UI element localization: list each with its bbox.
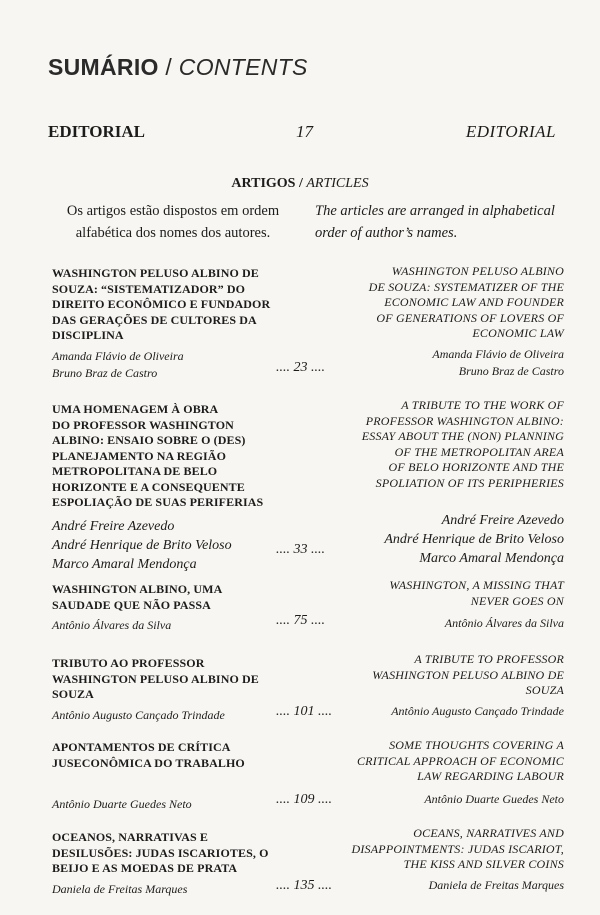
title-line: WASHINGTON, A MISSING THAT xyxy=(389,578,564,592)
note-pt xyxy=(48,200,298,244)
entry-title-en xyxy=(314,264,564,342)
title-en: CONTENTS xyxy=(178,54,308,80)
title-line: WASHINGTON ALBINO, UMA xyxy=(52,582,223,596)
title-line: BEIJO E AS MOEDAS DE PRATA xyxy=(52,861,238,875)
entry-title-en xyxy=(314,826,564,873)
note-en-line: The articles are arranged in alphabetical xyxy=(315,203,555,219)
editorial-page: 17 xyxy=(296,122,313,141)
editorial-en[interactable]: EDITORIAL xyxy=(465,122,556,141)
author: Antônio Duarte Guedes Neto xyxy=(52,797,192,811)
page-number[interactable]: .... 101 .... xyxy=(276,704,332,719)
title-line: CRITICAL APPROACH OF ECONOMIC xyxy=(356,753,564,768)
author: Bruno Braz de Castro xyxy=(458,363,564,378)
author: Daniela de Freitas Marques xyxy=(428,877,564,892)
title-line: WASHINGTON PELUSO ALBINO DE xyxy=(52,266,259,280)
title-line: NEVER GOES ON xyxy=(470,593,564,608)
title-line: SPOLIATION OF ITS PERIPHERIES xyxy=(375,475,564,490)
editorial-pt[interactable]: EDITORIAL xyxy=(48,122,145,141)
title-line: OF GENERATIONS OF LOVERS OF xyxy=(376,310,564,325)
title-line: ESSAY ABOUT THE (NON) PLANNING xyxy=(361,429,564,443)
entry-1-right[interactable] xyxy=(314,264,564,380)
entry-6-left[interactable] xyxy=(52,830,292,898)
author: André Henrique de Brito Veloso xyxy=(52,537,232,553)
title-line: PROFESSOR WASHINGTON ALBINO: xyxy=(365,413,564,428)
page-number[interactable]: .... 33 .... xyxy=(276,542,325,557)
title-line: APONTAMENTOS DE CRÍTICA xyxy=(52,740,231,754)
entry-title-pt xyxy=(52,656,292,703)
title-line: DISCIPLINA xyxy=(52,328,124,342)
title-line: LAW REGARDING LABOUR xyxy=(417,769,564,783)
title-line: ALBINO: ENSAIO SOBRE O (DES) xyxy=(52,433,246,447)
title-line: OF THE METROPOLITAN AREA xyxy=(394,444,564,459)
page-number[interactable]: .... 135 .... xyxy=(276,878,332,893)
author: Daniela de Freitas Marques xyxy=(52,881,188,896)
title-line: A TRIBUTE TO PROFESSOR xyxy=(414,652,564,666)
note-en xyxy=(315,200,565,244)
title-line: THE KISS AND SILVER COINS xyxy=(403,857,564,871)
entry-title-en xyxy=(314,398,564,491)
author: Marco Amaral Mendonça xyxy=(419,551,564,566)
title-line: METROPOLITANA DE BELO xyxy=(52,464,218,478)
title-line: ECONOMIC LAW AND FOUNDER xyxy=(384,295,564,309)
entry-4-right[interactable] xyxy=(314,652,564,720)
entry-title-pt xyxy=(52,266,292,344)
note-pt-line: Os artigos estão dispostos em ordem xyxy=(66,203,280,219)
page-title xyxy=(48,54,308,81)
author: Marco Amaral Mendonça xyxy=(52,556,197,572)
title-line: WASHINGTON PELUSO ALBINO DE xyxy=(372,667,564,682)
author: Antônio Álvares da Silva xyxy=(444,616,564,630)
author: Antônio Augusto Cançado Trindade xyxy=(391,703,564,718)
author: André Freire Azevedo xyxy=(441,513,564,528)
title-line: SOME THOUGHTS COVERING A xyxy=(389,738,564,752)
entry-title-pt xyxy=(52,830,292,877)
entry-title-en xyxy=(314,652,564,699)
entry-2-right[interactable] xyxy=(314,398,564,568)
title-line: WASHINGTON PELUSO ALBINO xyxy=(391,264,564,278)
title-line: DO PROFESSOR WASHINGTON xyxy=(52,417,234,432)
page-number[interactable]: .... 75 .... xyxy=(276,613,325,628)
title-slash: / xyxy=(158,54,179,80)
title-line: OCEANS, NARRATIVES AND xyxy=(413,826,564,840)
author: Bruno Braz de Castro xyxy=(52,365,158,380)
page-number[interactable]: .... 23 .... xyxy=(276,360,325,375)
title-line: DAS GERAÇÕES DE CULTORES DA xyxy=(52,312,257,327)
entry-title-en xyxy=(314,738,564,785)
entry-2-left[interactable] xyxy=(52,402,292,574)
author: André Freire Azevedo xyxy=(52,518,175,534)
author: Amanda Flávio de Oliveira xyxy=(52,348,184,363)
entry-6-right[interactable] xyxy=(314,826,564,894)
note-en-line: order of author’s names. xyxy=(315,225,458,241)
title-line: DE SOUZA: SYSTEMATIZER OF THE xyxy=(368,279,564,294)
title-line: TRIBUTO AO PROFESSOR xyxy=(52,656,205,670)
articles-heading-en: ARTICLES xyxy=(306,176,369,191)
entry-5-right[interactable] xyxy=(314,738,564,808)
author: Antônio Augusto Cançado Trindade xyxy=(52,707,225,722)
entry-3-right[interactable] xyxy=(314,578,564,632)
title-line: SAUDADE QUE NÃO PASSA xyxy=(52,597,211,612)
entry-4-left[interactable] xyxy=(52,656,292,724)
articles-heading xyxy=(0,176,600,192)
title-line: UMA HOMENAGEM À OBRA xyxy=(52,402,219,416)
title-line: SOUZA: “SISTEMATIZADOR” DO xyxy=(52,281,246,296)
title-line: WASHINGTON PELUSO ALBINO DE xyxy=(52,671,259,686)
author: Antônio Duarte Guedes Neto xyxy=(424,791,564,806)
title-line: SOUZA xyxy=(52,687,94,701)
title-line: JUSECONÔMICA DO TRABALHO xyxy=(52,755,245,770)
entry-5-left[interactable] xyxy=(52,740,292,813)
page-number[interactable]: .... 109 .... xyxy=(276,792,332,807)
title-line: SOUZA xyxy=(525,683,564,697)
title-line: ESPOLIAÇÃO DE SUAS PERIFERIAS xyxy=(52,495,264,509)
entry-title-pt xyxy=(52,740,292,771)
title-line: A TRIBUTE TO THE WORK OF xyxy=(401,398,564,412)
articles-heading-pt: ARTIGOS / xyxy=(231,176,307,191)
title-line: ECONOMIC LAW xyxy=(472,326,564,340)
note-pt-line: alfabética dos nomes dos autores. xyxy=(75,225,271,241)
title-line: DESILUSÕES: JUDAS ISCARIOTES, O xyxy=(52,845,269,860)
entry-3-left[interactable] xyxy=(52,582,292,634)
title-pt: SUMÁRIO xyxy=(48,54,159,80)
title-line: DISAPPOINTMENTS: JUDAS ISCARIOT, xyxy=(351,841,564,856)
entry-title-pt xyxy=(52,582,292,613)
entry-1-left[interactable] xyxy=(52,266,292,382)
title-line: OCEANOS, NARRATIVAS E xyxy=(52,830,209,844)
entry-title-pt xyxy=(52,402,292,511)
author: Amanda Flávio de Oliveira xyxy=(432,346,564,361)
title-line: OF BELO HORIZONTE AND THE xyxy=(388,460,564,474)
author: André Henrique de Brito Veloso xyxy=(384,532,564,547)
title-line: PLANEJAMENTO NA REGIÃO xyxy=(52,448,226,463)
entry-title-en xyxy=(314,578,564,609)
title-line: DIREITO ECONÔMICO E FUNDADOR xyxy=(52,297,271,311)
author: Antônio Álvares da Silva xyxy=(52,618,172,632)
title-line: HORIZONTE E A CONSEQUENTE xyxy=(52,479,245,494)
